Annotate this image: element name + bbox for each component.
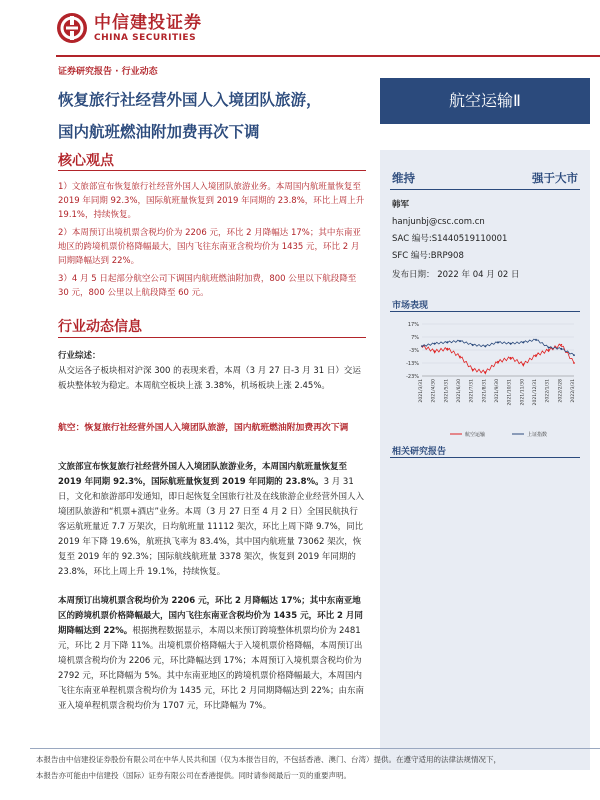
data-point [459, 356, 461, 358]
footer-rule [30, 748, 600, 749]
data-point [548, 347, 550, 349]
rating-row [392, 170, 578, 186]
aviation-subheading: 航空：恢复旅行社经营外国人入境团队旅游，国内航班燃油附加费再次下调 [58, 423, 349, 433]
data-point [497, 341, 499, 343]
legend-label: 上证指数 [527, 432, 548, 438]
company-name-cn: 中信建投证券 [94, 12, 202, 33]
data-point [472, 369, 474, 371]
data-point [446, 341, 448, 343]
x-tick-label: 2022/1/31 [545, 379, 551, 403]
data-point [573, 362, 575, 364]
report-title [58, 84, 358, 148]
core-rule [58, 170, 366, 171]
data-point [434, 350, 436, 352]
y-tick-label: -23% [406, 374, 419, 380]
data-point [510, 343, 512, 345]
data-point [535, 354, 537, 356]
publish-date: 发布日期： 2022 年 04 月 02 日 [392, 270, 520, 280]
paragraph-2-bold: 本周预订出境机票含税均价为 2206 元，环比 2 月降幅达 17%；其中东南亚地区的跨境机票价格降幅最大，国内飞往东南亚含税均价为 1435 元，环比 2 月同期降幅达到 22%。 [58, 596, 363, 636]
company-logo [56, 12, 202, 44]
footer-disclaimer [36, 752, 600, 784]
company-name-en: CHINA SECURITIES [94, 32, 197, 43]
data-point [472, 344, 474, 346]
footer-line-1: 本报告由中信建投证券股份有限公司在中华人民共和国（仅为本报告目的，不包括香港、澳门、台湾）提供。在遵守适用的法律法规情况下， [36, 755, 501, 764]
data-point [484, 371, 486, 373]
data-point [560, 348, 562, 350]
title-line-2: 国内航班燃油附加费再次下调 [58, 123, 260, 141]
data-point [484, 345, 486, 347]
market-performance-chart [392, 316, 582, 441]
sector-banner: 航空运输Ⅱ [380, 78, 590, 124]
data-point [560, 344, 562, 346]
x-tick-label: 2022/3/31 [571, 379, 576, 403]
industry-heading: 行业动态信息 [58, 319, 142, 335]
header-rule [56, 55, 600, 57]
analyst-name: 韩军 [392, 200, 410, 210]
document-type: 证券研究报告 · 行业动态 [58, 67, 158, 77]
data-point [535, 339, 537, 341]
analyst-info [392, 197, 507, 265]
x-tick-label: 2021/8/31 [482, 379, 488, 403]
core-point: 1）文旅部宣布恢复旅行社经营外国人入境团队旅游业务。本周国内航班量恢复至 2019 年同期 92.3%，国际航班量恢复到 2019 年同期的 23.8%，环比上周上升 19.1%，持续恢复。 [58, 182, 365, 220]
y-tick-label: -3% [409, 348, 419, 354]
core-point: 3）4 月 5 日起部分航空公司下调国内航班燃油附加费，800 公里以下航段降至 30 元，800 公里以上航段降至 60 元。 [58, 274, 357, 298]
data-point [446, 348, 448, 350]
data-point [522, 363, 524, 365]
related-rule [390, 457, 580, 458]
data-point [548, 349, 550, 351]
paragraph-1-bold: 文旅部宣布恢复旅行社经营外国人入境团队旅游业务，本周国内航班量恢复至 2019 年同期 92.3%，国际航班量恢复到 2019 年同期的 23.8%。 [58, 462, 348, 487]
title-line-1: 恢复旅行社经营外国人入境团队旅游， [58, 91, 322, 109]
analyst-sac: SAC 编号:S1440519110001 [392, 234, 508, 244]
x-tick-label: 2021/4/30 [431, 379, 437, 403]
data-point [510, 357, 512, 359]
x-tick-label: 2021/3/31 [419, 379, 424, 403]
x-tick-label: 2021/9/30 [495, 379, 500, 403]
analyst-sfc: SFC 编号:BRP908 [392, 251, 464, 261]
x-tick-label: 2021/12/31 [533, 379, 538, 406]
x-tick-label: 2021/6/30 [457, 379, 462, 403]
data-point [459, 340, 461, 342]
x-tick-label: 2021/11/30 [520, 379, 526, 406]
y-tick-label: 17% [407, 322, 419, 328]
x-tick-label: 2022/2/28 [558, 379, 564, 403]
rating-rule [390, 189, 580, 190]
data-point [573, 354, 575, 356]
core-point: 2）本周预订出境机票含税均价为 2206 元，环比 2 月降幅达 17%；其中东南亚地区的跨境机票价格降幅最大，国内飞往东南亚含税均价为 1435 元，环比 2 月同期降幅达到 22%。 [58, 228, 361, 266]
x-tick-label: 2021/7/31 [469, 379, 475, 403]
paragraph-1 [58, 460, 366, 580]
summary-label [58, 349, 366, 364]
y-tick-label: 7% [411, 335, 419, 341]
series-line-aviation [422, 344, 574, 374]
rating-value: 强于大市 [532, 171, 578, 185]
data-point [522, 341, 524, 343]
x-tick-label: 2021/5/31 [444, 379, 450, 403]
y-tick-label: -13% [406, 361, 419, 367]
data-point [434, 343, 436, 345]
paragraph-2 [58, 594, 366, 714]
rating-action: 维持 [392, 171, 415, 185]
industry-rule [58, 337, 366, 338]
related-heading: 相关研究报告 [392, 447, 447, 457]
core-points [58, 180, 366, 304]
summary-label-text: 行业综述： [58, 351, 101, 361]
paragraph-1-text: 3 月 31 日，文化和旅游部印发通知，即日起恢复全国旅行社及在线旅游企业经营外国人入境团队旅游和“机票+酒店”业务。本周（3 月 27 日至 4 月 2 日）全国民航执行客运航班量近 7.7 万架次，日均航班量 11112 架次，环比上周下降 9.7%，同比 2019 年下降 19.6%，航班执飞率为 83.4%，其中国内航班量 73062 架次，恢复至 2019 年的 92.3%；国际航线航班量 3378 架次，恢复到 2019 年同期的 23.8%，环比上周上升 19.1%，持续恢复。 [58, 477, 365, 577]
footer-line-2: 本报告亦可能由中信建投（国际）证券有限公司在香港提供。同时请参阅最后一页的重要声明。 [36, 771, 351, 780]
paragraph-2-text: 根据携程数据显示，本周以来预订跨境整体机票均价为 2481 元，环比 2 月下降 11%。出境机票价格降幅大于入境机票价格降幅，本周预订出境机票含税均价为 2206 元，环比降幅达到 17%；本周预订入境机票含税均价为 2792 元，环比降幅为 5%。其中东南亚地区的跨境机票价格降幅最大，本周国内飞往东南亚单程机票含税均价为 1435 元，环比 2 月同期降幅达到 22%；由东南亚入境单程机票含税均价为 1707 元，环比降幅为 7%。 [58, 626, 364, 711]
x-tick-label: 2021/10/31 [507, 379, 513, 406]
market-heading: 市场表现 [392, 301, 429, 311]
data-point [497, 361, 499, 363]
company-logo-icon [56, 12, 88, 44]
legend-label: 航空运输 [465, 432, 486, 438]
data-point [421, 345, 423, 347]
summary-text: 从交运各子板块相对沪深 300 的表现来看，本周（3 月 27 日-3 月 31 日）交运板块整体较为稳定。本周航空板块上涨 3.38%，机场板块上涨 2.45%。 [58, 366, 361, 391]
market-rule [390, 311, 580, 312]
core-heading: 核心观点 [58, 153, 114, 169]
analyst-email[interactable]: hanjunbj@csc.com.cn [392, 217, 485, 227]
